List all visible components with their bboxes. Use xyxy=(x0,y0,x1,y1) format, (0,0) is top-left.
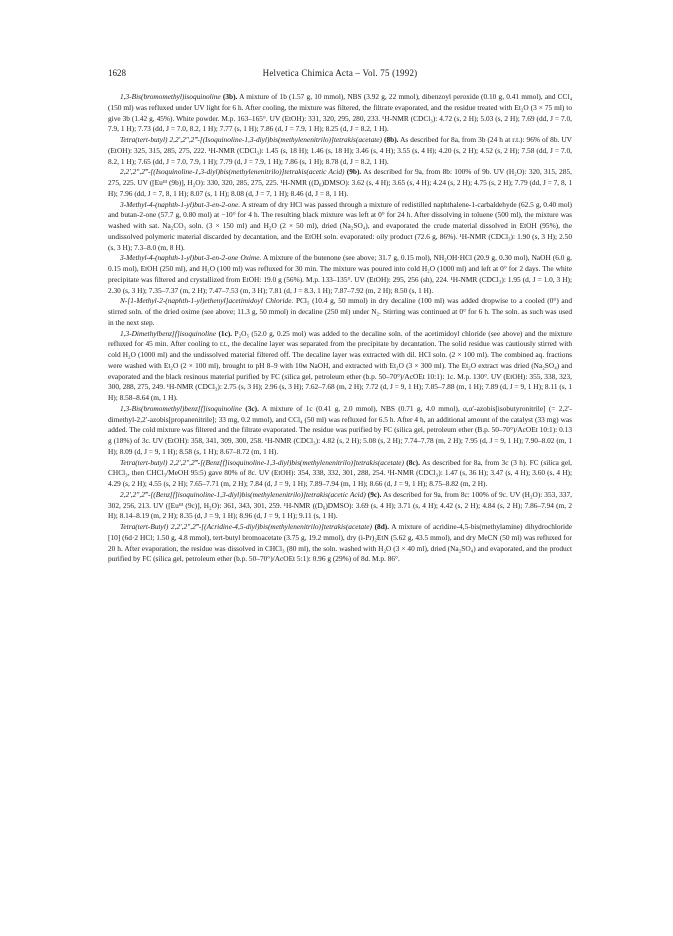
paragraph-text: As described for 8a, from 3b (24 h at r.t.): 96% of 8b. UV (EtOH): 325, 315, 285, 275, 222. ¹H-NMR (CDCl₃): 1.45 (s, 18 H); 1.46 (s, 18 H); 3.46 (s, 4 H); 3.55 (s, 4 H); 4.20 (s, 2 H); 4.52 (s, 2 H); 7.58 (dd, J = 7.0, 8.2, 1 H); 7.65 (dd, J = 7.0, 7.9, 1 H); 7.79 (d, J = 7.9, 1 H); 7.86 (s, 1 H); 8.78 (d, J = 8.2, 1 H). xyxy=(108,135,572,166)
paragraph-9c xyxy=(108,490,572,522)
paragraph-8b xyxy=(108,135,572,167)
compound-title: 3-Methyl-4-(naphth-1-yl)but-3-en-2-one. xyxy=(120,199,241,209)
paragraph-text: A mixture of the butenone (see above; 31.7 g, 0.15 mol), NH₂OH·HCl (20.9 g, 0.30 mol), NaOH (6.0 g, 0.15 mol), EtOH (250 ml), and H₂O (100 ml) was refluxed for 30 min. The mixture was poured into cold H₂O (1000 ml) and left at 0° for 2 days. The white precipitate was filtered and crystallized from EtOH: 19.0 g (56%). M.p. 133–135°. UV (EtOH): 295, 256 (sh), 224. ¹H-NMR (CDCl₃): 1.95 (d, J = 1.0, 3 H); 2.30 (s, 3 H); 7.35–7.37 (m, 2 H); 7.47–7.53 (m, 3 H); 7.81 (d, J = 8.3, 1 H); 7.87–7.92 (m, 2 H); 8.50 (s, 1 H). xyxy=(108,253,573,295)
paragraph-text: P₂O₅ (52.0 g, 0.25 mol) was added to the decaline soln. of the acetimidoyl chloride (see above) and the mixture refluxed for 45 min. After cooling to r.t., the decaline layer was separated from the precipitate by decantation. The solid residue was cautiously stirred with cold H₂O (1000 ml) and the undissolved material filtered off. The decaline layer was extracted with dil. HCl soln. (2 × 100 ml). The combined aq. fractions were washed with Et₂O (2 × 100 ml), brought to pH 8–9 with 10ᴍ NaOH, and extracted with Et₂O (3 × 300 ml). The Et₂O extract was dried (Na₂SO₄) and evaporated and the black resinous material purified by FC (silica gel, petroleum ether (b.p. 50–70°)/AcOEt 10:1): 1c. M.p. 130°. UV (EtOH): 355, 338, 323, 300, 288, 275, 249. ¹H-NMR (CDCl₃): 2.75 (s, 3 H); 2.96 (s, 3 H); 7.62–7.68 (m, 2 H); 7.72 (d, J = 9, 1 H); 7.85–7.88 (m, 1 H); 7.89 (d, J = 9, 1 H); 8.11 (s, 1 H); 8.58–8.64 (m, 1 H). xyxy=(108,328,572,402)
compound-title: 2,2′,2″,2‴-[(Benz[f]isoquinoline-1,3-diyl)bis(methylenenitrilo)]tetrakis(acetic Acid) xyxy=(120,489,366,499)
compound-number: (8d). xyxy=(374,522,390,531)
page-header xyxy=(108,68,572,82)
compound-number: (3b). xyxy=(222,92,238,101)
compound-title: 3-Methyl-4-(naphth-1-yl)but-3-en-2-one Oxime. xyxy=(120,253,262,263)
paragraph-acetimidoyl-chloride xyxy=(108,296,572,328)
compound-number: (1c). xyxy=(218,328,233,338)
compound-title: 1,3-Bis(bromomethyl)isoquinoline xyxy=(120,92,221,101)
paragraph-oxime xyxy=(108,253,572,296)
paragraph-text: PCl₅ (10.4 g, 50 mmol) in dry decaline (100 ml) was added dropwise to a cooled (0°) and stirred soln. of the dried oxime (see above; 11.3 g, 50 mmol) in decaline (250 ml) under N₂. Stirring was continued at 0° for 6 h. The soln. as such was used in the next step. xyxy=(108,296,573,327)
paragraph-text: A stream of dry HCl was passed through a mixture of redistilled naphthalene-1-carbaldehyde (62.5 g, 0.40 mol) and butan-2-one (57.7 g, 0.80 mol) at −10° for 4 h. The resulting black mixture was left at 0° for 24 h. After dissolving in toluene (500 ml), the mixture was washed with sat. Na₂CO₃ soln. (3 × 150 ml) and H₂O (2 × 50 ml), dried (Na₂SO₄), and evaporated the crude material dissolved in EtOH (95%), the undissolved polymeric material discarded by decantation, and the EtOH soln. evaporated: oily product (72.6 g, 86%). ¹H-NMR (CDCl₃): 1.90 (s, 3 H); 2.50 (s, 3 H); 7.3–8.0 (m, 8 H). xyxy=(108,199,572,252)
compound-title: Tetra(tert-butyl) 2,2′,2″,2‴-[(Isoquinoline-1,3-diyl)bis(methylenenitrilo)]tetrakis(acetate) xyxy=(120,135,382,144)
compound-title: 1,3-Dimethylbenz[f]isoquinoline xyxy=(120,328,217,338)
paragraph-8c xyxy=(108,458,572,490)
paragraph-1c xyxy=(108,329,572,404)
compound-number: (8b). xyxy=(384,135,399,144)
paragraph-3b xyxy=(108,92,572,135)
compound-title: Tetra(tert-butyl) 2,2′,2″,2‴-[(Benz[f]isoquinoline-1,3-diyl)bis(methylenenitrilo)]tetrakis(acetate) xyxy=(120,457,404,467)
paragraph-text: As described for 8a, from 3c (3 h). FC (silica gel, CHCl₃, then CHCl₃/MeOH 95:5) gave 80% of 8c. UV (EtOH): 354, 338, 332, 301, 288, 254. ¹H-NMR (CDCl₃): 1.47 (s, 36 H); 3.47 (s, 4 H); 3.60 (s, 4 H); 4.29 (s, 2 H); 4.55 (s, 2 H); 7.65–7.71 (m, 2 H); 7.84 (d, J = 9, 1 H); 7.89–7.94 (m, 1 H); 8.66 (d, J = 9, 1 H); 8.75–8.82 (m, 2 H). xyxy=(108,457,572,488)
paragraph-9b xyxy=(108,167,572,199)
page-number: 1628 xyxy=(108,68,126,78)
paragraph-text: A mixture of 1c (0.41 g, 2.0 mmol), NBS (0.71 g, 4.0 mmol), α,α′-azobis[isobutyronitrile] (= 2,2′-dimethyl-2,2′-azobis[propanenitrile]; 33 mg, 0.2 mmol), and CCl₄ (50 ml) was refluxed for 6.5 h. After 4 h, an additional amount of the catalyst (33 mg) was added. The cold mixture was filtered and the filtrate evaporated. The residue was purified by FC (silica gel, petroleum ether (B.p. 50–70°)/AcOEt 10:1): 0.13 g (18%) of 3c. UV (EtOH): 358, 341, 309, 300, 258. ¹H-NMR (CDCl₃): 4.82 (s, 2 H); 5.08 (s, 2 H); 7.74–7.78 (m, 2 H); 7.95 (d, J = 9, 1 H); 7.90–8.02 (m, 1 H); 8.09 (d, J = 9, 1 H); 8.58 (s, 1 H); 8.67–8.72 (m, 1 H). xyxy=(108,403,573,456)
experimental-text xyxy=(108,92,572,565)
paragraph-text: As described for 9a, from 8c: 100% of 9c. UV (H₂O): 353, 337, 302, 256, 213. UV ([Euᴵᴵᴵ (9c)], H₂O): 361, 343, 301, 259. ¹H-NMR ((D₆)DMSO): 3.69 (s, 4 H); 3.71 (s, 4 H); 4.42 (s, 2 H); 4.84 (s, 2 H); 7.86–7.94 (m, 2 H); 8.14–8.19 (m, 2 H); 8.35 (d, J = 9, 1 H); 8.96 (d, J = 9, 1 H); 9.11 (s, 1 H). xyxy=(108,489,572,521)
compound-title: Tetra(tert-Butyl) 2,2′,2″,2‴-[(Acridine-4,5-diyl)bis(methylenenitrilo)]tetrakis(acetate) xyxy=(120,522,372,531)
paragraph-8d xyxy=(108,522,572,565)
paragraph-3c xyxy=(108,404,572,458)
paragraph-text: As described for 9a, from 8b: 100% of 9b. UV (H₂O): 320, 315, 285, 275, 225. UV ([Euᴵᴵᴵ (9b)], H₂O): 330, 320, 285, 275, 225. ¹H-NMR ((D₆)DMSO): 3.62 (s, 4 H); 3.65 (s, 4 H); 4.24 (s, 2 H); 4.75 (s, 2 H); 7.79 (dd, J = 7, 8, 1 H); 7.96 (dd, J = 7, 8, 1 H); 8.07 (s, 1 H); 8.08 (d, J = 7, 1 H); 8.46 (d, J = 8, 1 H). xyxy=(108,167,572,198)
paragraph-butenone xyxy=(108,200,572,254)
compound-title: 2,2′,2″,2‴-[(Isoquinoline-1,3-diyl)bis(methylenenitrilo)]tetrakis(acetic Acid) xyxy=(120,167,345,177)
compound-number: (8c). xyxy=(406,457,420,467)
compound-number: (9b). xyxy=(346,167,362,177)
paragraph-text: A mixture of 1b (1.57 g, 10 mmol), NBS (3.92 g, 22 mmol), dibenzoyl peroxide (0.10 g, 0.41 mmol), and CCl₄ (150 ml) was refluxed under UV light for 6 h. After cooling, the mixture was filtered, the filtrate evaporated, and the residue treated with Et₂O (3 × 75 ml) to give 3b (1.42 g, 45%). White powder. M.p. 163–165°. UV (EtOH): 331, 320, 295, 280, 233. ¹H-NMR (CDCl₃): 4.72 (s, 2 H); 5.03 (s, 2 H); 7.69 (dd, J = 7.0, 7.9, 1 H); 7.73 (dd, J = 7.0, 8.2, 1 H); 7.77 (s, 1 H); 7.86 (d, J = 7.9, 1 H); 8.25 (d, J = 8.2, 1 H). xyxy=(108,92,572,134)
compound-number: (9c). xyxy=(367,489,382,499)
compound-number: (3c). xyxy=(245,403,259,413)
paragraph-text: A mixture of acridine-4,5-bis(methylamine) dihydrochloride [10] (6d·2 HCl; 1.50 g, 4.8 mmol), tert-butyl bromoacetate (3.75 g, 19.2 mmol), dry (i-Pr)₂EtN (5.62 g, 43.5 mmol), and dry MeCN (50 ml) was refluxed for 20 h. After evaporation, the residue was dissolved in CHCl₃ (80 ml), the soln. washed with H₂O (3 × 40 ml), dried (Na₂SO₄) and evaporated, and the product purified by FC (silica gel, petroleum ether (b.p. 50–70°)/AcOEt 5:1): 0.96 g (29%) of 8d. M.p. 86°. xyxy=(108,522,573,564)
compound-title: N-[1-Methyl-2-(naphth-1-yl)ethenyl]acetimidoyl Chloride. xyxy=(120,296,294,306)
running-head: Helvetica Chimica Acta – Vol. 75 (1992) xyxy=(262,68,418,78)
compound-title: 1,3-Bis(bromomethyl)benz[f]isoquinoline xyxy=(120,403,242,413)
